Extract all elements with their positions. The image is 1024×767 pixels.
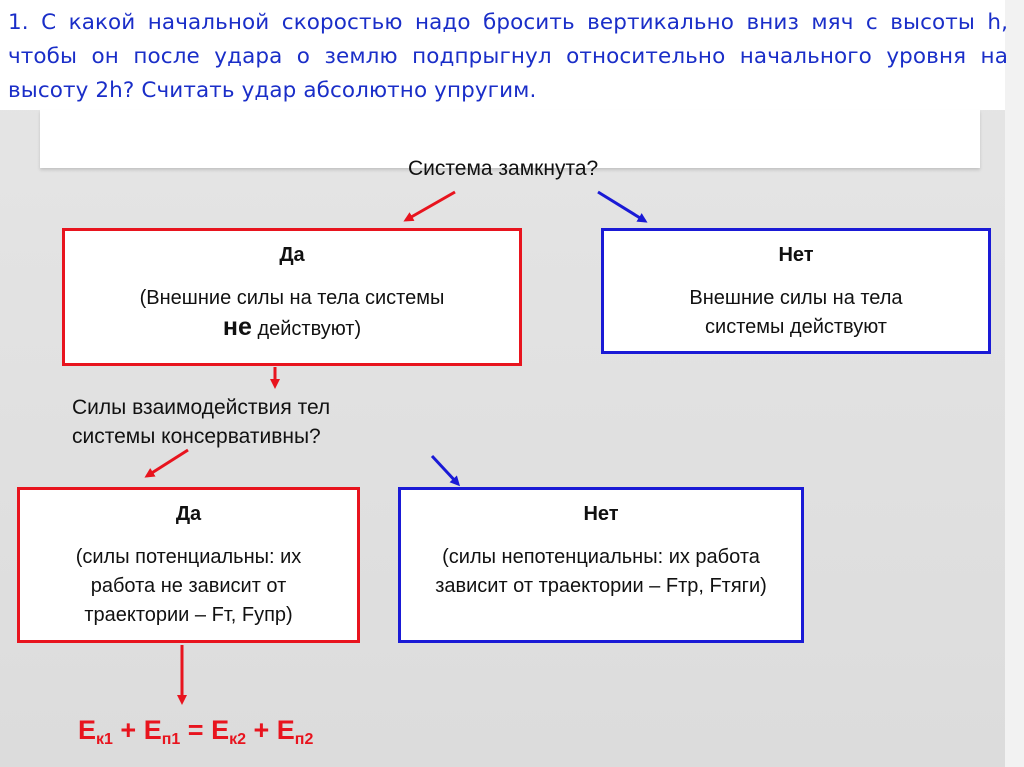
box-conservative-yes-head: Да bbox=[175, 503, 202, 525]
arrow-blue-2 bbox=[432, 456, 458, 484]
box-closed-no-head: Нет bbox=[778, 244, 814, 266]
box-closed-no-body: Внешние силы на тела системы действуют bbox=[689, 287, 903, 338]
energy-conservation-formula bbox=[78, 715, 313, 749]
formula-plus2: + bbox=[245, 715, 277, 745]
formula-e3: E bbox=[211, 715, 230, 745]
formula-plus1: + bbox=[112, 715, 144, 745]
formula-e2: E bbox=[143, 715, 162, 745]
formula-sub2: п1 bbox=[161, 731, 181, 748]
formula-eq: = bbox=[180, 715, 212, 745]
box-closed-yes-body-bold: не bbox=[222, 313, 252, 341]
box-closed-yes-body-pre: (Внешние силы на тела системы bbox=[139, 287, 445, 309]
box-closed-yes-head: Да bbox=[279, 244, 305, 266]
formula-e4: E bbox=[276, 715, 295, 745]
question-conservative: Силы взаимодействия тел системы консервативны? bbox=[72, 396, 331, 448]
arrow-red-1 bbox=[406, 192, 455, 220]
problem-title: 1. С какой начальной скоростью надо бросить вертикально вниз мяч с высоты h, чтобы он после удара о землю подпрыгнул относительно начального уровня на высоту 2h? Считать удар абсолютно упругим. bbox=[8, 10, 1008, 103]
formula-sub1: к1 bbox=[96, 731, 113, 748]
question-closed-system: Система замкнута? bbox=[408, 157, 599, 180]
arrow-red-3 bbox=[147, 450, 188, 476]
formula-sub4: п2 bbox=[294, 731, 314, 748]
formula-sub3: к2 bbox=[229, 731, 246, 748]
arrow-blue-1 bbox=[598, 192, 645, 221]
formula-e1: E bbox=[78, 715, 97, 745]
box-closed-yes-body-post: действуют) bbox=[257, 318, 362, 340]
box-conservative-yes-body: (силы потенциальны: их работа не зависит от траектории – Fт, Fупр) bbox=[75, 546, 302, 626]
box-conservative-no-body: (силы непотенциальны: их работа зависит от траектории – Fтр, Fтяги) bbox=[435, 546, 767, 597]
box-conservative-no-head: Нет bbox=[583, 503, 619, 525]
